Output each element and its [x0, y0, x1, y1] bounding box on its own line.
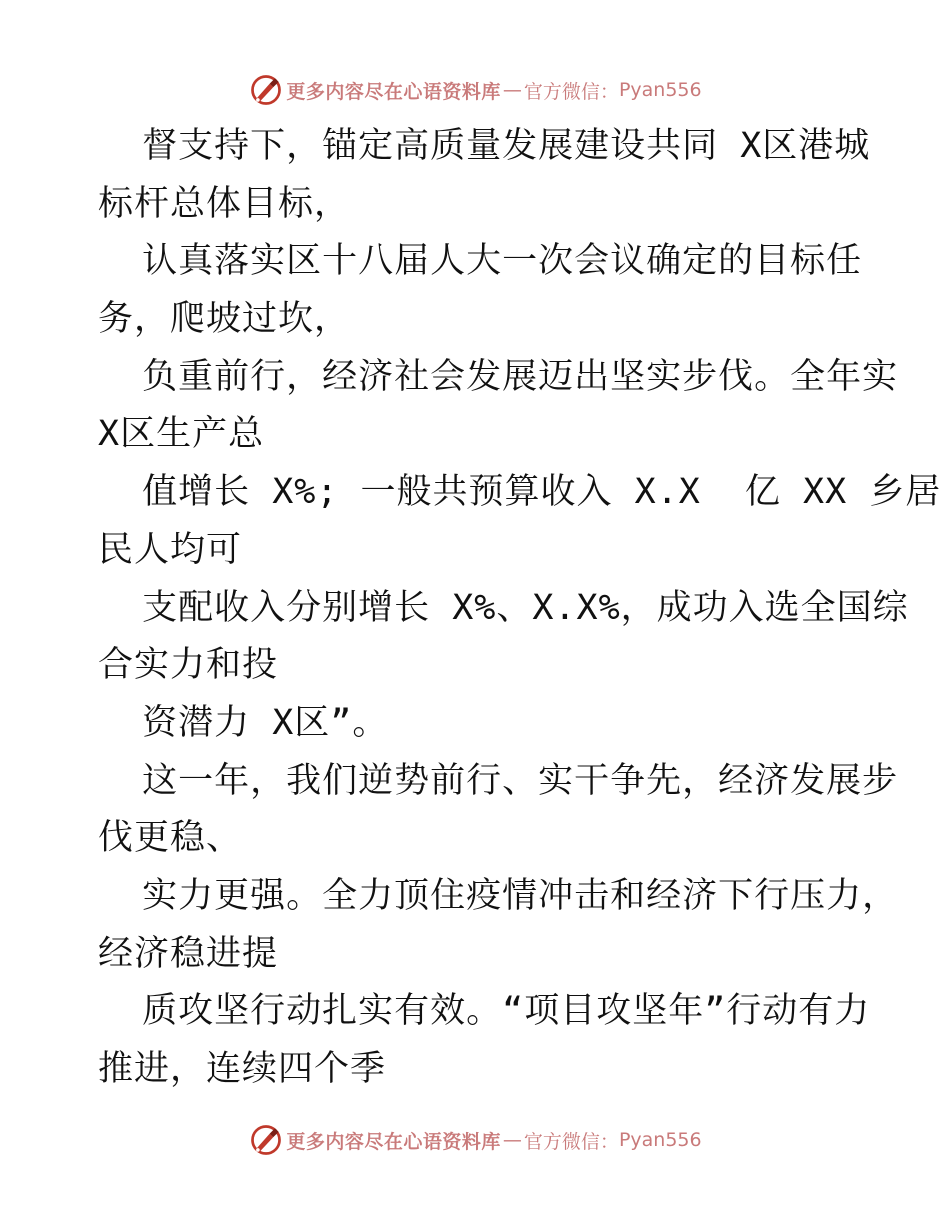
document-body — [98, 118, 942, 1099]
text-line: 实力更强。全力顶住疫情冲击和经济下行压力， — [98, 875, 899, 916]
header-watermark — [0, 70, 950, 110]
text-line: X区生产总 — [98, 414, 265, 455]
watermark-site-name: 更多内容尽在心语资料库 — [286, 1130, 501, 1153]
text-line: 值增长 X%; 一般共预算收入 X.X 亿 XX 乡居 — [98, 472, 942, 513]
text-line: 督支持下，锚定高质量发展建设共同 X区港城 — [98, 126, 871, 166]
pen-logo-icon — [248, 1122, 284, 1158]
watermark-wechat-handle: Pyan556 — [618, 1129, 702, 1151]
watermark-group — [248, 1120, 701, 1160]
watermark-wechat-handle: Pyan556 — [618, 79, 702, 101]
watermark-wechat-label: 官方微信： — [523, 1130, 619, 1153]
watermark-separator: — — [502, 1129, 522, 1151]
text-line: 经济稳进提 — [98, 933, 279, 974]
text-line: 质攻坚行动扎实有效。“项目攻坚年”行动有力 — [98, 991, 871, 1032]
watermark-wechat-label: 官方微信： — [523, 80, 619, 103]
watermark-group — [248, 70, 701, 110]
pen-logo-icon — [248, 72, 284, 108]
text-line: 合实力和投 — [98, 645, 279, 686]
text-line: 负重前行，经济社会发展迈出坚实步伐。全年实 — [98, 356, 899, 397]
text-line: 这一年，我们逆势前行、实干争先，经济发展步 — [98, 760, 899, 801]
text-line: 伐更稳、 — [98, 818, 243, 859]
watermark-separator: — — [502, 79, 522, 101]
text-line: 民人均可 — [98, 529, 243, 570]
text-line: 推进，连续四个季 — [98, 1049, 387, 1089]
watermark-site-name: 更多内容尽在心语资料库 — [286, 80, 501, 103]
footer-watermark — [0, 1120, 950, 1160]
text-line: 标杆总体目标， — [98, 183, 351, 224]
text-line: 认真落实区十八届人大一次会议确定的目标任 — [98, 241, 863, 282]
text-line: 支配收入分别增长 X%、X.X%，成功入选全国综 — [98, 587, 909, 628]
text-line: 资潜力 X区”。 — [98, 702, 389, 743]
text-line: 务，爬坡过坎， — [98, 299, 351, 340]
